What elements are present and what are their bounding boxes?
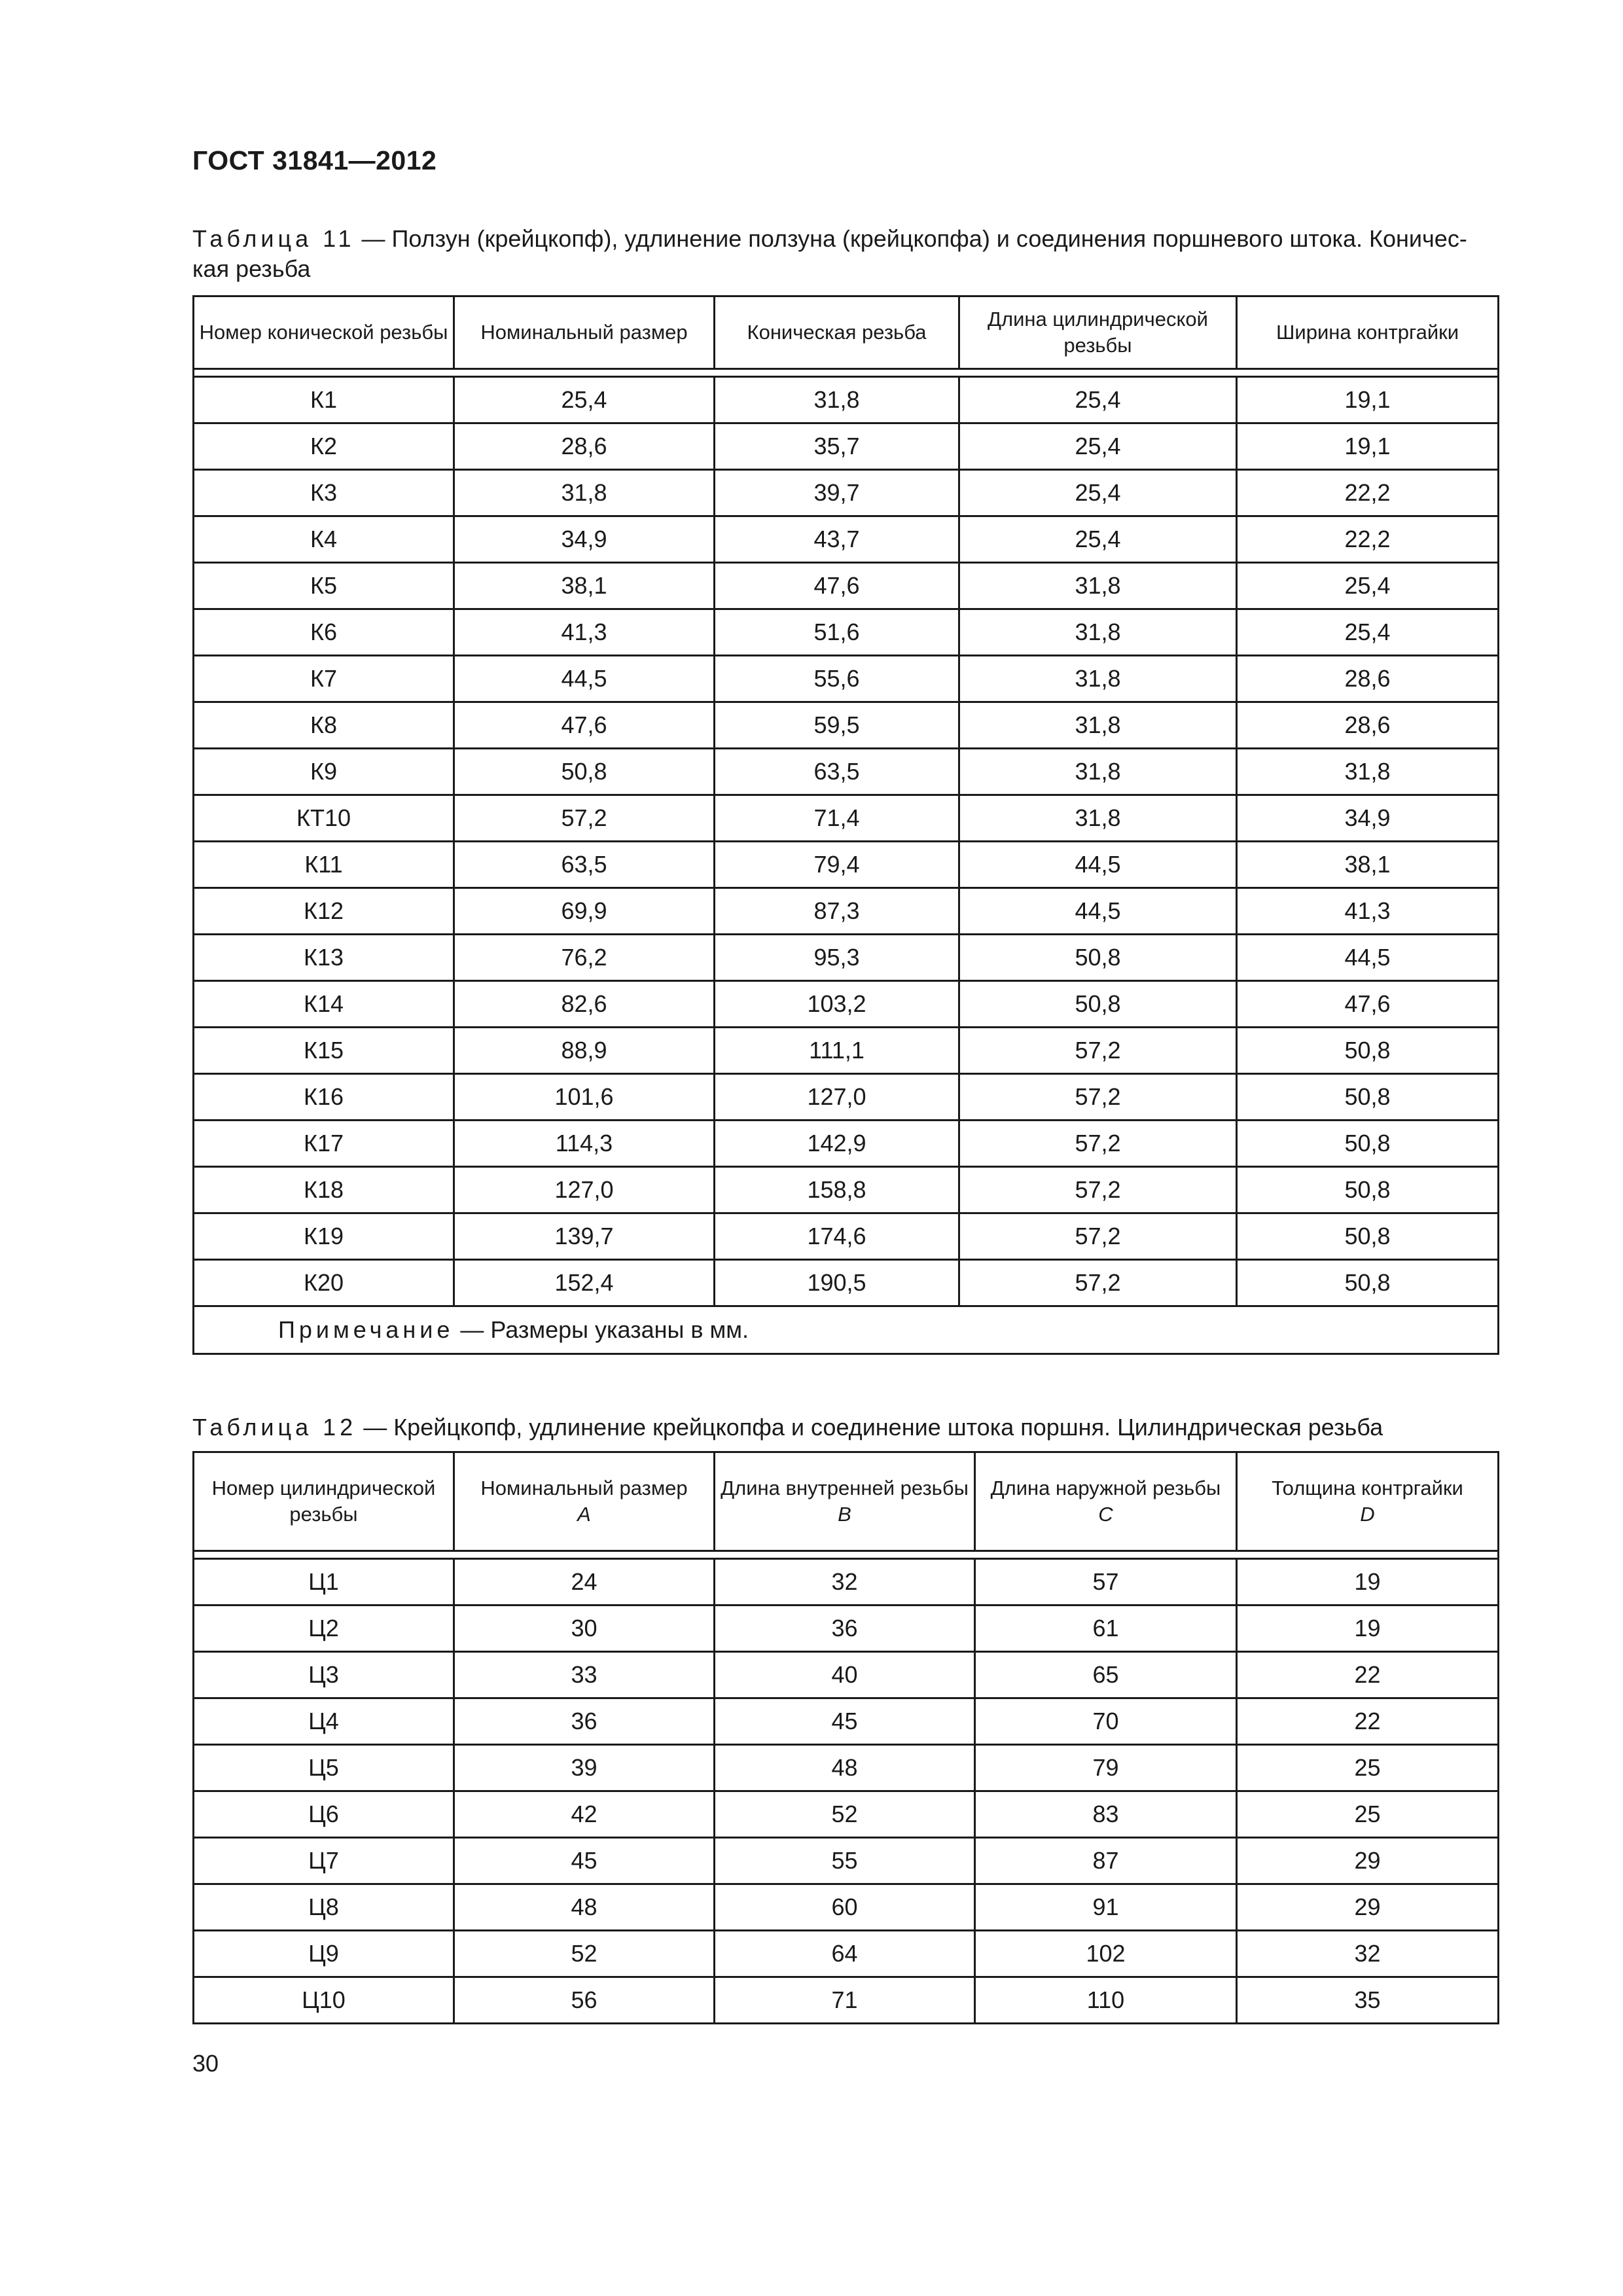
table-cell: 57,2 bbox=[959, 1260, 1237, 1306]
table-row bbox=[194, 1791, 1499, 1838]
table-row bbox=[194, 1121, 1499, 1167]
table-11-note bbox=[194, 1306, 1499, 1354]
table-row bbox=[194, 1698, 1499, 1745]
table-row bbox=[194, 795, 1499, 842]
column-symbol: C bbox=[1098, 1503, 1113, 1526]
table-cell: 47,6 bbox=[715, 563, 959, 609]
table-cell: 32 bbox=[715, 1559, 975, 1605]
table-11-column-header: Ширина контргайки bbox=[1237, 296, 1499, 369]
table-cell: 56 bbox=[454, 1977, 715, 2024]
table-cell: 24 bbox=[454, 1559, 715, 1605]
table-row bbox=[194, 1745, 1499, 1791]
table-row bbox=[194, 888, 1499, 935]
table-cell: Ц5 bbox=[194, 1745, 454, 1791]
table-cell: 36 bbox=[715, 1605, 975, 1652]
table-cell: 31,8 bbox=[959, 563, 1237, 609]
table-row bbox=[194, 1074, 1499, 1121]
table-cell: 32 bbox=[1237, 1931, 1499, 1977]
table-cell: 48 bbox=[715, 1745, 975, 1791]
table-11-note-text: — Размеры указаны в мм. bbox=[454, 1316, 749, 1343]
table-12-column-header bbox=[975, 1452, 1237, 1551]
table-cell: К5 bbox=[194, 563, 454, 609]
table-cell: 38,1 bbox=[454, 563, 715, 609]
table-12-caption bbox=[192, 1412, 1495, 1443]
table-11-header-separator bbox=[194, 369, 1499, 377]
table-11-caption-label: Таблица 11 bbox=[192, 225, 355, 252]
table-cell: 52 bbox=[715, 1791, 975, 1838]
table-row bbox=[194, 935, 1499, 981]
table-cell: 39,7 bbox=[715, 470, 959, 516]
table-cell: 158,8 bbox=[715, 1167, 959, 1213]
table-cell: 31,8 bbox=[959, 609, 1237, 656]
table-cell: 50,8 bbox=[1237, 1074, 1499, 1121]
table-cell: 174,6 bbox=[715, 1213, 959, 1260]
table-cell: 88,9 bbox=[454, 1028, 715, 1074]
table-row bbox=[194, 1652, 1499, 1698]
table-cell: 71 bbox=[715, 1977, 975, 2024]
table-cell: Ц1 bbox=[194, 1559, 454, 1605]
table-12 bbox=[192, 1451, 1499, 2024]
table-cell: 42 bbox=[454, 1791, 715, 1838]
table-cell: К11 bbox=[194, 842, 454, 888]
table-row bbox=[194, 609, 1499, 656]
table-row bbox=[194, 377, 1499, 423]
table-cell: 36 bbox=[454, 1698, 715, 1745]
table-cell: 55 bbox=[715, 1838, 975, 1884]
table-row bbox=[194, 1028, 1499, 1074]
table-cell: К7 bbox=[194, 656, 454, 702]
table-cell: К15 bbox=[194, 1028, 454, 1074]
table-12-header-row bbox=[194, 1452, 1499, 1551]
table-row bbox=[194, 516, 1499, 563]
table-cell: 50,8 bbox=[959, 981, 1237, 1028]
table-cell: 103,2 bbox=[715, 981, 959, 1028]
table-cell: 111,1 bbox=[715, 1028, 959, 1074]
table-12-column-header bbox=[715, 1452, 975, 1551]
table-row bbox=[194, 1605, 1499, 1652]
table-row bbox=[194, 1167, 1499, 1213]
table-cell: 31,8 bbox=[959, 702, 1237, 749]
table-11-caption bbox=[192, 224, 1495, 284]
table-cell: 50,8 bbox=[1237, 1121, 1499, 1167]
table-row bbox=[194, 981, 1499, 1028]
table-cell: К14 bbox=[194, 981, 454, 1028]
table-row bbox=[194, 1931, 1499, 1977]
table-cell: К3 bbox=[194, 470, 454, 516]
table-row bbox=[194, 423, 1499, 470]
table-cell: Ц8 bbox=[194, 1884, 454, 1931]
table-cell: К6 bbox=[194, 609, 454, 656]
table-cell: 57,2 bbox=[959, 1121, 1237, 1167]
table-row bbox=[194, 1559, 1499, 1605]
table-cell: 51,6 bbox=[715, 609, 959, 656]
table-cell: 63,5 bbox=[715, 749, 959, 795]
table-cell: К2 bbox=[194, 423, 454, 470]
table-cell: К1 bbox=[194, 377, 454, 423]
table-cell: Ц9 bbox=[194, 1931, 454, 1977]
table-cell: 57 bbox=[975, 1559, 1237, 1605]
table-cell: 31,8 bbox=[715, 377, 959, 423]
table-cell: 25,4 bbox=[959, 516, 1237, 563]
table-cell: 29 bbox=[1237, 1838, 1499, 1884]
table-cell: Ц6 bbox=[194, 1791, 454, 1838]
table-11-column-header: Коническая резьба bbox=[715, 296, 959, 369]
table-cell: 44,5 bbox=[959, 888, 1237, 935]
table-cell: 31,8 bbox=[959, 749, 1237, 795]
table-cell: 34,9 bbox=[1237, 795, 1499, 842]
table-cell: 79 bbox=[975, 1745, 1237, 1791]
table-cell: 44,5 bbox=[1237, 935, 1499, 981]
table-12-column-header bbox=[1237, 1452, 1499, 1551]
table-row bbox=[194, 1884, 1499, 1931]
column-label: Длина внутренней резьбы bbox=[721, 1477, 969, 1499]
table-cell: Ц4 bbox=[194, 1698, 454, 1745]
table-cell: К9 bbox=[194, 749, 454, 795]
table-12-caption-text: — Крейцкопф, удлинение крейцкопфа и соединение штока поршня. Цилиндрическая резьба bbox=[357, 1414, 1383, 1441]
table-cell: 57,2 bbox=[959, 1167, 1237, 1213]
table-cell: 44,5 bbox=[454, 656, 715, 702]
table-cell: 114,3 bbox=[454, 1121, 715, 1167]
table-cell: К16 bbox=[194, 1074, 454, 1121]
table-11 bbox=[192, 295, 1499, 1355]
table-11-note-label: Примечание bbox=[278, 1316, 454, 1343]
table-cell: 19,1 bbox=[1237, 377, 1499, 423]
table-cell: Ц7 bbox=[194, 1838, 454, 1884]
column-symbol: A bbox=[577, 1503, 591, 1526]
table-row bbox=[194, 749, 1499, 795]
table-cell: 63,5 bbox=[454, 842, 715, 888]
table-cell: 55,6 bbox=[715, 656, 959, 702]
table-row bbox=[194, 656, 1499, 702]
table-cell: К17 bbox=[194, 1121, 454, 1167]
table-11-body bbox=[194, 377, 1499, 1306]
table-cell: 45 bbox=[454, 1838, 715, 1884]
table-cell: 22 bbox=[1237, 1652, 1499, 1698]
table-cell: 50,8 bbox=[1237, 1213, 1499, 1260]
table-cell: 69,9 bbox=[454, 888, 715, 935]
table-12-caption-label: Таблица 12 bbox=[192, 1414, 357, 1441]
page-number: 30 bbox=[192, 2050, 219, 2077]
table-cell: 34,9 bbox=[454, 516, 715, 563]
table-cell: 87,3 bbox=[715, 888, 959, 935]
table-cell: 152,4 bbox=[454, 1260, 715, 1306]
table-cell: 25,4 bbox=[959, 377, 1237, 423]
column-label: Номинальный размер bbox=[480, 1477, 688, 1499]
table-cell: 22,2 bbox=[1237, 470, 1499, 516]
table-cell: 29 bbox=[1237, 1884, 1499, 1931]
table-11-header-row bbox=[194, 296, 1499, 369]
table-12-header-separator bbox=[194, 1551, 1499, 1559]
table-cell: 190,5 bbox=[715, 1260, 959, 1306]
column-label: Номер цилиндрической резьбы bbox=[211, 1477, 436, 1526]
table-cell: 79,4 bbox=[715, 842, 959, 888]
table-cell: 57,2 bbox=[959, 1213, 1237, 1260]
table-row bbox=[194, 1977, 1499, 2024]
table-cell: 52 bbox=[454, 1931, 715, 1977]
column-symbol: D bbox=[1360, 1503, 1375, 1526]
table-cell: 50,8 bbox=[1237, 1167, 1499, 1213]
table-cell: 25 bbox=[1237, 1745, 1499, 1791]
table-cell: Ц3 bbox=[194, 1652, 454, 1698]
table-cell: 139,7 bbox=[454, 1213, 715, 1260]
table-cell: 28,6 bbox=[454, 423, 715, 470]
table-cell: 25,4 bbox=[1237, 609, 1499, 656]
table-cell: 30 bbox=[454, 1605, 715, 1652]
document-header: ГОСТ 31841—2012 bbox=[192, 145, 437, 175]
table-cell: 22 bbox=[1237, 1698, 1499, 1745]
table-cell: 44,5 bbox=[959, 842, 1237, 888]
table-cell: 101,6 bbox=[454, 1074, 715, 1121]
table-cell: К19 bbox=[194, 1213, 454, 1260]
table-cell: 31,8 bbox=[959, 795, 1237, 842]
table-cell: 95,3 bbox=[715, 935, 959, 981]
table-cell: 87 bbox=[975, 1838, 1237, 1884]
table-cell: 57,2 bbox=[454, 795, 715, 842]
table-cell: 19 bbox=[1237, 1605, 1499, 1652]
table-cell: 38,1 bbox=[1237, 842, 1499, 888]
table-cell: 28,6 bbox=[1237, 702, 1499, 749]
table-cell: 47,6 bbox=[1237, 981, 1499, 1028]
table-11-column-header: Длина цилиндрической резьбы bbox=[959, 296, 1237, 369]
table-cell: 65 bbox=[975, 1652, 1237, 1698]
table-cell: 25 bbox=[1237, 1791, 1499, 1838]
table-cell: 71,4 bbox=[715, 795, 959, 842]
table-cell: К8 bbox=[194, 702, 454, 749]
table-cell: 35 bbox=[1237, 1977, 1499, 2024]
table-cell: 35,7 bbox=[715, 423, 959, 470]
table-cell: 41,3 bbox=[454, 609, 715, 656]
table-row bbox=[194, 702, 1499, 749]
table-cell: 57,2 bbox=[959, 1074, 1237, 1121]
table-cell: 31,8 bbox=[959, 656, 1237, 702]
table-cell: 47,6 bbox=[454, 702, 715, 749]
table-cell: 50,8 bbox=[1237, 1260, 1499, 1306]
table-cell: 25,4 bbox=[959, 470, 1237, 516]
table-cell: 110 bbox=[975, 1977, 1237, 2024]
table-row bbox=[194, 1260, 1499, 1306]
table-cell: 25,4 bbox=[959, 423, 1237, 470]
column-symbol: B bbox=[838, 1503, 851, 1526]
table-cell: 50,8 bbox=[454, 749, 715, 795]
table-cell: 25,4 bbox=[454, 377, 715, 423]
table-cell: К4 bbox=[194, 516, 454, 563]
table-cell: 22,2 bbox=[1237, 516, 1499, 563]
table-cell: К20 bbox=[194, 1260, 454, 1306]
table-cell: 19,1 bbox=[1237, 423, 1499, 470]
table-cell: 33 bbox=[454, 1652, 715, 1698]
table-cell: 64 bbox=[715, 1931, 975, 1977]
table-cell: Ц2 bbox=[194, 1605, 454, 1652]
column-label: Длина наружной резьбы bbox=[990, 1477, 1221, 1499]
table-cell: 19 bbox=[1237, 1559, 1499, 1605]
table-12-column-header bbox=[194, 1452, 454, 1551]
table-cell: 48 bbox=[454, 1884, 715, 1931]
table-cell: 31,8 bbox=[454, 470, 715, 516]
table-cell: 40 bbox=[715, 1652, 975, 1698]
table-cell: 60 bbox=[715, 1884, 975, 1931]
table-11-caption-text: — Ползун (крейцкопф), удлинение ползуна (крейцкопфа) и соединения поршневого штока. Коническая резьба bbox=[192, 225, 1467, 282]
table-cell: К13 bbox=[194, 935, 454, 981]
table-11-column-header: Номер конической резьбы bbox=[194, 296, 454, 369]
table-cell: Ц10 bbox=[194, 1977, 454, 2024]
table-cell: 45 bbox=[715, 1698, 975, 1745]
table-cell: 41,3 bbox=[1237, 888, 1499, 935]
table-cell: 50,8 bbox=[1237, 1028, 1499, 1074]
table-cell: 61 bbox=[975, 1605, 1237, 1652]
table-cell: 127,0 bbox=[715, 1074, 959, 1121]
table-cell: 25,4 bbox=[1237, 563, 1499, 609]
table-cell: 70 bbox=[975, 1698, 1237, 1745]
table-cell: 127,0 bbox=[454, 1167, 715, 1213]
table-row bbox=[194, 1213, 1499, 1260]
table-cell: 142,9 bbox=[715, 1121, 959, 1167]
table-cell: 76,2 bbox=[454, 935, 715, 981]
table-cell: 91 bbox=[975, 1884, 1237, 1931]
table-cell: 31,8 bbox=[1237, 749, 1499, 795]
table-11-note-row bbox=[194, 1306, 1499, 1354]
table-cell: 43,7 bbox=[715, 516, 959, 563]
table-cell: 28,6 bbox=[1237, 656, 1499, 702]
table-cell: 59,5 bbox=[715, 702, 959, 749]
table-cell: 57,2 bbox=[959, 1028, 1237, 1074]
table-cell: К18 bbox=[194, 1167, 454, 1213]
table-row bbox=[194, 470, 1499, 516]
table-12-body bbox=[194, 1559, 1499, 2024]
table-12-column-header bbox=[454, 1452, 715, 1551]
table-row bbox=[194, 842, 1499, 888]
table-11-column-header: Номинальный размер bbox=[454, 296, 715, 369]
table-cell: 102 bbox=[975, 1931, 1237, 1977]
table-cell: 83 bbox=[975, 1791, 1237, 1838]
table-cell: 39 bbox=[454, 1745, 715, 1791]
table-cell: 82,6 bbox=[454, 981, 715, 1028]
table-cell: 50,8 bbox=[959, 935, 1237, 981]
table-row bbox=[194, 563, 1499, 609]
table-cell: КТ10 bbox=[194, 795, 454, 842]
table-cell: К12 bbox=[194, 888, 454, 935]
column-label: Толщина контргайки bbox=[1272, 1477, 1463, 1499]
table-row bbox=[194, 1838, 1499, 1884]
